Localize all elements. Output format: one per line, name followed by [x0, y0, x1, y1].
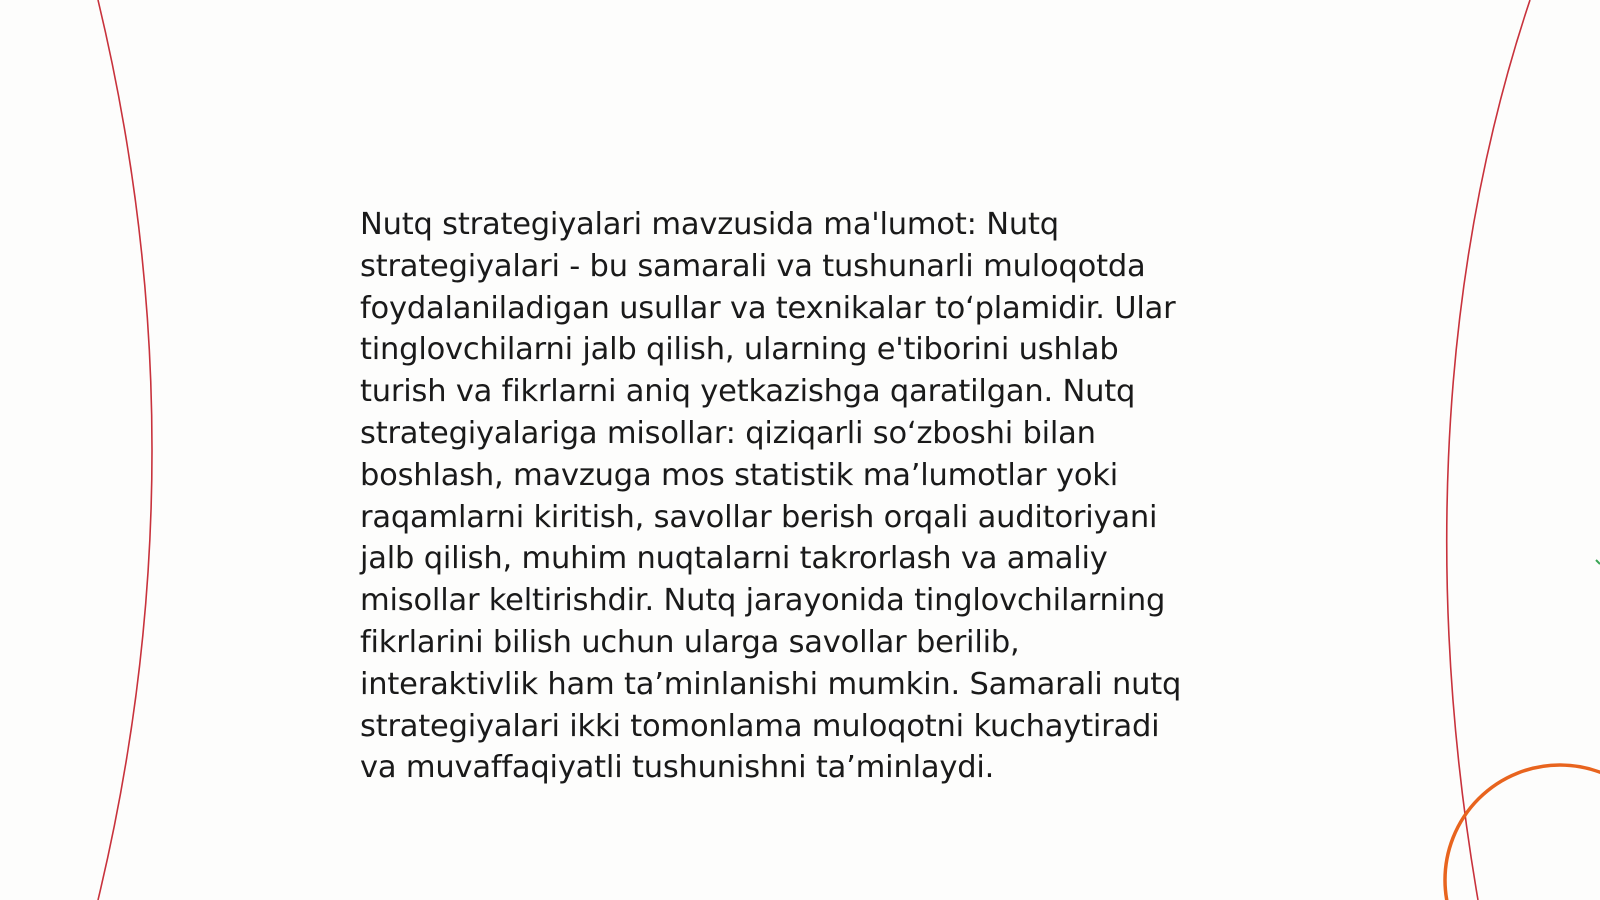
- right-curve-line: [1447, 0, 1530, 900]
- slide-body-text: Nutq strategiyalari mavzusida ma'lumot: Nutq strategiyalari - bu samarali va tushunarli muloqotda foydalaniladigan usullar va texnikalar to‘plamidir. Ular tinglovchilarni jalb qilish, ularning e'tiborini ushlab turish va fikrlarni aniq yetkazishga qaratilgan. Nutq strategiyalariga misollar: qiziqarli so‘zboshi bilan boshlash, mavzuga mos statistik ma’lumotlar yoki raqamlarni kiritish, savollar berish orqali auditoriyani jalb qilish, muhim nuqtalarni takrorlash va amaliy misollar keltirishdir. Nutq jarayonida tinglovchilarning fikrlarini bilish uchun ularga savollar berilib, interaktivlik ham ta’minlanishi mumkin. Samarali nutq strategiyalari ikki tomonlama muloqotni kuchaytiradi va muvaffaqiyatli tushunishni ta’minlaydi.: [360, 207, 1182, 786]
- left-curve-line: [98, 0, 152, 900]
- green-accent-mark: [1596, 560, 1600, 564]
